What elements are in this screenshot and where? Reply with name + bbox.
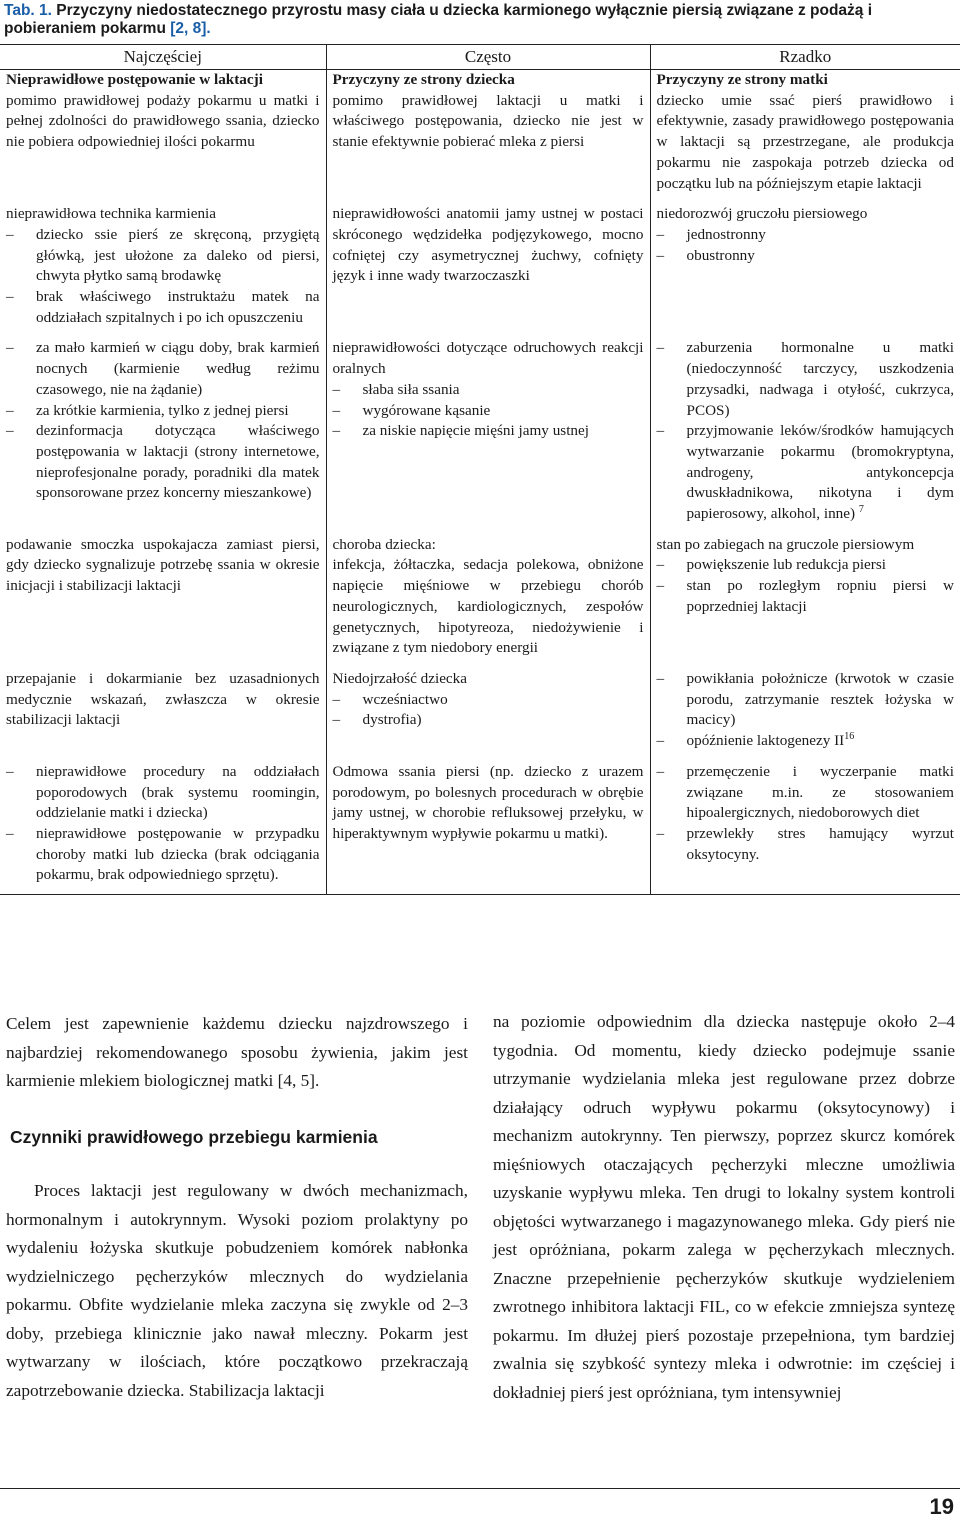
table-row bbox=[0, 70, 960, 199]
list-item: – brak właściwego instruktażu matek na oddziałach szpitalnych i po ich opuszczeniu bbox=[6, 287, 320, 328]
list-item: – przemęczenie i wyczerpanie matki związane m.in. ze stosowaniem hipoalergicznych, niedoborowych diet bbox=[657, 762, 955, 824]
cell-intro: stan po zabiegach na gruczole piersiowym bbox=[656, 535, 915, 553]
table-cell bbox=[650, 529, 960, 663]
footnote-ref: 7 bbox=[858, 504, 864, 515]
cell-text: infekcja, żółtaczka, sedacja polekowa, obniżone napięcie mięśniowe w przebiegu chorób neurologicznych, kardiologicznych, zespołów genetycznych, hipotyreoza, niedożywienie i związane z tym niedobory energii bbox=[332, 556, 644, 657]
list-item: – za krótkie karmienia, tylko z jednej piersi bbox=[6, 401, 320, 422]
table-caption-refs: [2, 8]. bbox=[170, 20, 211, 37]
list-item: – słaba siła ssania bbox=[333, 380, 644, 401]
cell-text: przepajanie i dokarmianie bez uzasadnionych medycznie wskazań, zwłaszcza w okresie stabilizacji laktacji bbox=[6, 669, 320, 729]
category-description: pomimo prawidłowej laktacji u matki i właściwego postępowania, dziecko nie jest w stanie efektywnie pobierać mleka z piersi bbox=[332, 91, 644, 151]
category-description: pomimo prawidłowej podaży pokarmu u matki i pełnej zdolności do prawidłowego ssania, dziecko nie pobiera odpowiedniej ilości pokarmu bbox=[6, 91, 320, 151]
list-item: – przewlekły stres hamujący wyrzut oksytocyny. bbox=[657, 824, 955, 865]
list-item: – powiększenie lub redukcja piersi bbox=[657, 555, 955, 576]
table-cell bbox=[650, 663, 960, 756]
list-item: – zaburzenia hormonalne u matki (niedoczynność tarczycy, uszkodzenia przysadki, nadwaga i otyłość, cukrzyca, PCOS) bbox=[657, 338, 955, 421]
table-cell bbox=[326, 70, 650, 199]
category-title: Przyczyny ze strony dziecka bbox=[332, 71, 515, 88]
list-item: – stan po rozległym ropniu piersi w poprzedniej laktacji bbox=[657, 576, 955, 617]
category-title: Nieprawidłowe postępowanie w laktacji bbox=[6, 71, 263, 88]
header-most-often: Najczęściej bbox=[0, 45, 326, 70]
table-cell bbox=[326, 332, 650, 528]
table-cell bbox=[0, 332, 326, 528]
body-column-right bbox=[493, 1008, 955, 1407]
cell-text: Odmowa ssania piersi (np. dziecko z urazem porodowym, po bolesnych procedurach w obrębie jamy ustnej, w chorobie refluksowej przełyku, w hiperaktywnym wypływie pokarmu u matki). bbox=[332, 762, 644, 842]
footnote-ref: 16 bbox=[844, 731, 855, 743]
list-item: – obustronny bbox=[657, 246, 955, 267]
body-paragraph: na poziomie odpowiednim dla dziecka następuje około 2–4 tygodnia. Od momentu, kiedy dziecko podejmuje ssanie utrzymanie wydzielania mleka jest regulowane przez dobrze działający odruch wypływu pokarmu (oksytocynowy) i mechanizm autokrynny. Ten pierwszy, poprzez skurcz komórek mięśniowych otaczających pęcherzyki mleczne umożliwia uzyskanie wypływu mleka. Ten drugi to lokalny system kontroli objętości wytwarzanego i magazynowanego mleka. Gdy pierś nie jest opróżniana, pokarm zalega w pęcherzykach mlecznych. Znaczne przepełnienie pęcherzyków skutkuje wydzieleniem zwrotnego inhibitora laktacji FIL, co w efekcie zmniejsza syntezę pokarmu. Im dłużej pierś pozostaje przepełniona, tym bardziej zwalnia się szybkość syntezy mleka i odwrotnie: im częściej i dokładniej pierś jest opróżniana, tym intensywniej bbox=[493, 1012, 955, 1402]
body-column-left bbox=[6, 1010, 468, 1405]
list-item: – dziecko ssie pierś ze skręconą, przygiętą główką, jest ułożone za daleko od piersi, chwyta płytko samą brodawkę bbox=[6, 225, 320, 287]
table-row bbox=[0, 663, 960, 756]
list-item: – za niskie napięcie mięśni jamy ustnej bbox=[333, 421, 644, 442]
table-cell bbox=[0, 198, 326, 332]
cell-intro: nieprawidłowa technika karmienia bbox=[6, 205, 217, 223]
cell-intro: niedorozwój gruczołu piersiowego bbox=[656, 205, 868, 223]
list-item-text: przyjmowanie leków/środków hamujących wytwarzanie pokarmu (bromokryptyna, androgeny, antykoncepcja dwuskładnikowa, nikotyna i dym papierosowy, alkohol, inne) bbox=[686, 422, 954, 523]
cell-intro: nieprawidłowości dotyczące odruchowych reakcji oralnych bbox=[332, 339, 644, 378]
table-cell bbox=[650, 198, 960, 332]
table-cell bbox=[326, 529, 650, 663]
body-paragraph: Celem jest zapewnienie każdemu dziecku najzdrowszego i najbardziej rekomendowanego sposobu żywienia, jakim jest karmienie mlekiem biologicznej matki [4, 5]. bbox=[6, 1014, 468, 1090]
cell-intro: choroba dziecka: bbox=[332, 535, 436, 553]
table-cell bbox=[0, 663, 326, 756]
table-row bbox=[0, 198, 960, 332]
table-caption-text: Przyczyny niedostatecznego przyrostu masy ciała u dziecka karmionego wyłącznie piersią związane z podażą i pobieraniem pokarmu bbox=[4, 2, 873, 37]
table-caption-label: Tab. 1. bbox=[4, 2, 52, 19]
list-item: – za mało karmień w ciągu doby, brak karmień nocnych (karmienie według reżimu czasowego, nie na żądanie) bbox=[6, 338, 320, 400]
list-item: – dezinformacja dotycząca właściwego postępowania w laktacji (strony internetowe, nieprofesjonalne porady, poradniki dla matek sponsorowane przez koncerny mieszankowe) bbox=[6, 421, 320, 504]
body-paragraph: Proces laktacji jest regulowany w dwóch mechanizmach, hormonalnym i autokrynnym. Wysoki poziom prolaktyny po wydaleniu łożyska skutkuje pobudzeniem komórek nabłonka wydzielniczego pęcherzyków mlecznych do wydzielania pokarmu. Obfite wydzielanie mleka zaczyna się zwykle od 2–3 doby, przebiega klinicznie jako nawał mleczny. Pokarm jest wytwarzany w ilościach, które początkowo przekraczają zapotrzebowanie dziecka. Stabilizacja laktacji bbox=[6, 1181, 468, 1400]
list-item: – jednostronny bbox=[657, 225, 955, 246]
list-item: – nieprawidłowe procedury na oddziałach poporodowych (brak systemu roomingin, oddzielanie matki i dziecka) bbox=[6, 762, 320, 824]
footer-divider bbox=[0, 1488, 960, 1489]
table-cell bbox=[326, 663, 650, 756]
table-row bbox=[0, 332, 960, 528]
table-cell bbox=[650, 70, 960, 199]
header-rarely: Rzadko bbox=[650, 45, 960, 70]
list-item: – dystrofia) bbox=[333, 710, 644, 731]
list-item bbox=[657, 421, 955, 525]
list-item bbox=[657, 731, 955, 752]
list-item: – wygórowane kąsanie bbox=[333, 401, 644, 422]
table-cell bbox=[650, 756, 960, 895]
cell-intro: Niedojrzałość dziecka bbox=[332, 669, 468, 687]
section-title: Czynniki prawidłowego przebiegu karmienia bbox=[10, 1126, 378, 1147]
category-description: dziecko umie ssać pierś prawidłowo i efektywnie, zasady prawidłowego postępowania w laktacji są przestrzegane, ale produkcja pokarmu nie zaspokaja potrzeb dziecka od początku lub na późniejszym etapie laktacji bbox=[656, 91, 954, 192]
cell-text: nieprawidłowości anatomii jamy ustnej w postaci skróconego wędzidełka podjęzykowego, mocno cofniętej czy asymetrycznej żuchwy, cofnięty język i inne wady twarzoczaszki bbox=[332, 205, 644, 285]
header-often: Często bbox=[326, 45, 650, 70]
table-cell bbox=[650, 332, 960, 528]
causes-table bbox=[0, 44, 960, 895]
list-item: – nieprawidłowe postępowanie w przypadku choroby matki lub dziecka (brak odciągania pokarmu, brak odpowiedniego sprzętu). bbox=[6, 824, 320, 886]
table-caption bbox=[4, 2, 956, 38]
table-header-row bbox=[0, 45, 960, 70]
list-item: – wcześniactwo bbox=[333, 690, 644, 711]
table-cell bbox=[0, 70, 326, 199]
cell-text: podawanie smoczka uspokajacza zamiast piersi, gdy dziecko sygnalizuje potrzebę ssania w okresie inicjacji i stabilizacji laktacji bbox=[6, 535, 320, 595]
table-cell bbox=[326, 198, 650, 332]
category-title: Przyczyny ze strony matki bbox=[656, 71, 828, 88]
list-item-text: opóźnienie laktogenezy II bbox=[686, 732, 845, 750]
table-cell bbox=[0, 756, 326, 895]
table-cell bbox=[0, 529, 326, 663]
table-row bbox=[0, 529, 960, 663]
page-number: 19 bbox=[929, 1494, 954, 1519]
table-row bbox=[0, 756, 960, 895]
list-item: – powikłania położnicze (krwotok w czasie porodu, zatrzymanie resztek łożyska w macicy) bbox=[657, 669, 955, 731]
table-cell bbox=[326, 756, 650, 895]
